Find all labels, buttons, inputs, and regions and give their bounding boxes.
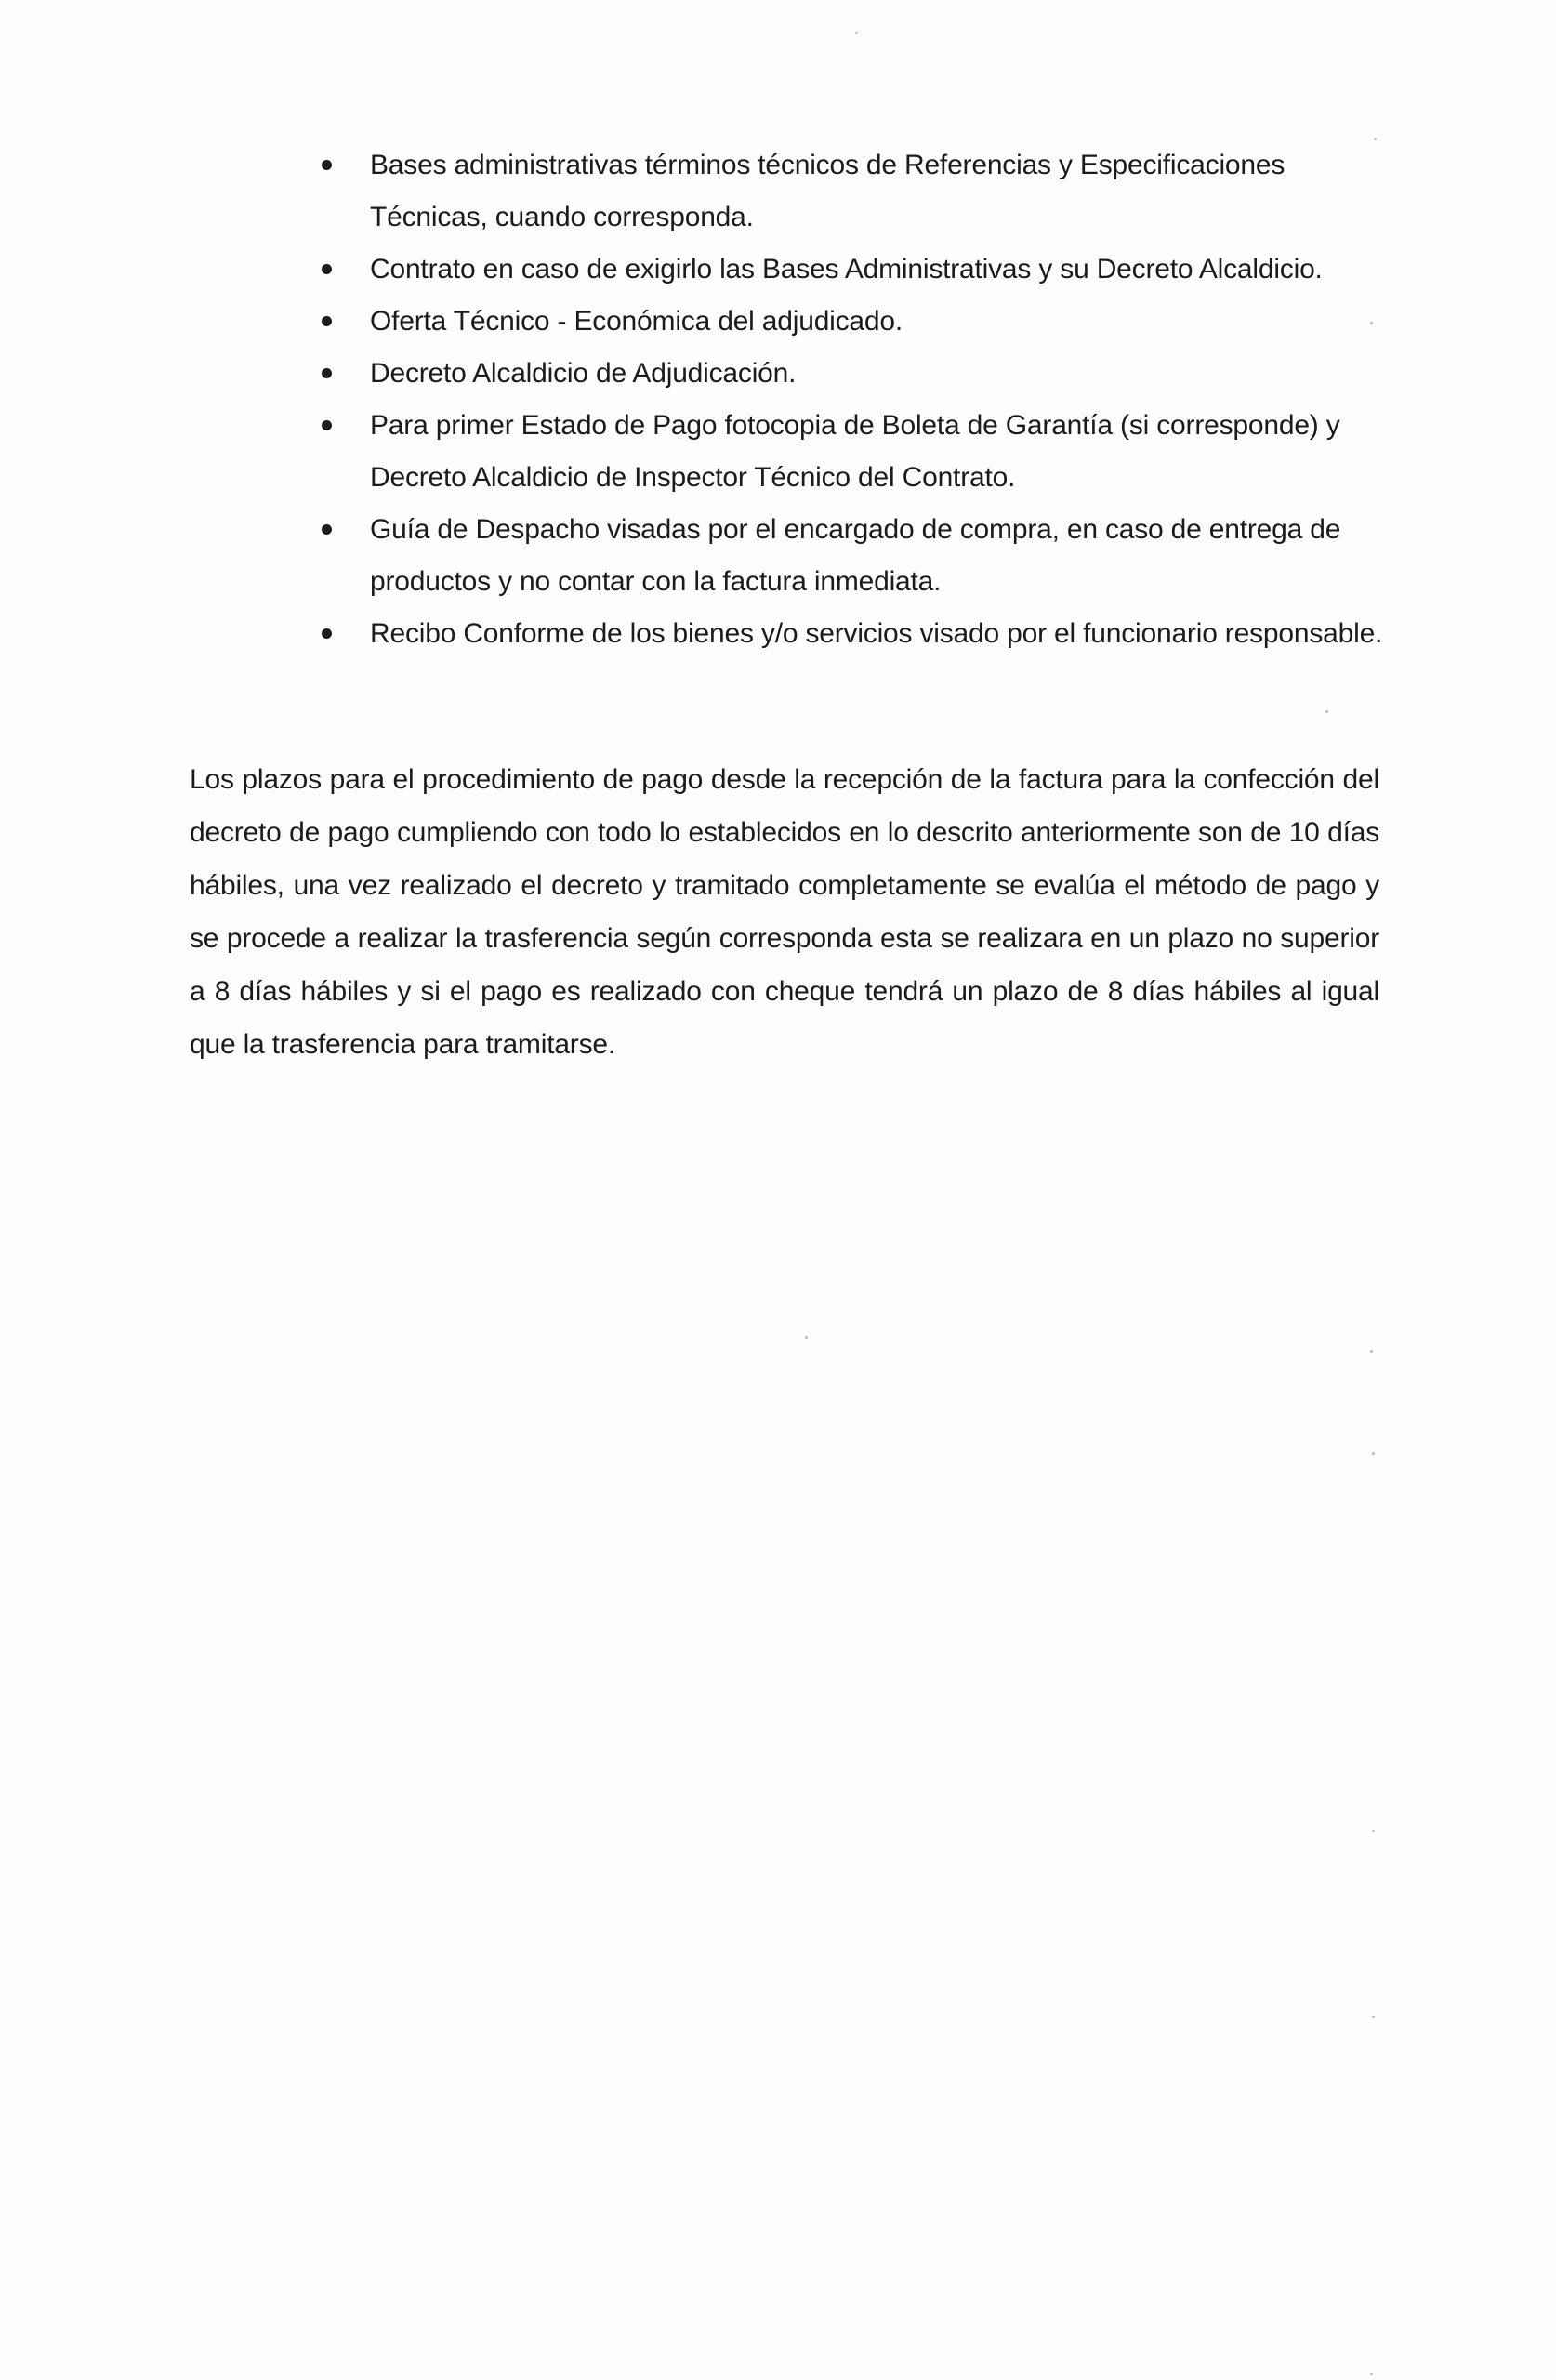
scan-speck: [805, 1336, 808, 1339]
scan-speck: [1372, 1830, 1375, 1832]
scan-speck: [1372, 2016, 1375, 2018]
requirements-list: [316, 139, 1394, 660]
list-item-text: Decreto Alcaldicio de Adjudicación.: [370, 358, 797, 389]
list-item: [316, 504, 1394, 608]
scan-speck: [1370, 2373, 1373, 2375]
scan-speck: [855, 32, 858, 34]
list-item-text: Para primer Estado de Pago fotocopia de Boleta de Garantía (si corresponde) y Decreto Alcaldicio de Inspector Técnico del Contrato.: [370, 410, 1340, 493]
list-item-text: Bases administrativas términos técnicos de Referencias y Especificaciones Técnicas, cuando corresponda.: [370, 150, 1286, 232]
list-item: [316, 348, 1394, 400]
list-item-text: Guía de Despacho visadas por el encargado de compra, en caso de entrega de productos y no contar con la factura inmediata.: [370, 514, 1341, 597]
scan-speck: [1372, 1452, 1375, 1455]
list-item: [316, 139, 1394, 244]
list-item: [316, 244, 1394, 296]
bullet-icon: [322, 264, 332, 274]
scan-speck: [1370, 1350, 1373, 1353]
scan-speck: [1325, 710, 1328, 713]
list-item-text: Contrato en caso de exigirlo las Bases Administrativas y su Decreto Alcaldicio.: [370, 254, 1323, 284]
bullet-icon: [322, 160, 332, 170]
list-item: [316, 608, 1394, 660]
scan-speck: [1374, 138, 1377, 140]
list-item-text: Oferta Técnico - Económica del adjudicado.: [370, 306, 903, 337]
list-item-text: Recibo Conforme de los bienes y/o servicios visado por el funcionario responsable.: [370, 618, 1383, 649]
scan-speck: [1370, 322, 1373, 324]
bullet-icon: [322, 524, 332, 535]
bullet-icon: [322, 316, 332, 326]
bullet-icon: [322, 368, 332, 378]
bullet-icon: [322, 420, 332, 430]
list-item: [316, 296, 1394, 348]
payment-terms-paragraph: Los plazos para el procedimiento de pago desde la recepción de la factura para la confección del decreto de pago cumpliendo con todo lo establecidos en lo descrito anteriormente son de 10 días hábiles, una vez realizado el decreto y tramitado completamente se evalúa el método de pago y se procede a realizar la trasferencia según corresponda esta se realizara en un plazo no superior a 8 días hábiles y si el pago es realizado con cheque tendrá un plazo de 8 días hábiles al igual que la trasferencia para tramitarse.: [190, 764, 1379, 1060]
bullet-icon: [322, 628, 332, 639]
list-item: [316, 400, 1394, 504]
